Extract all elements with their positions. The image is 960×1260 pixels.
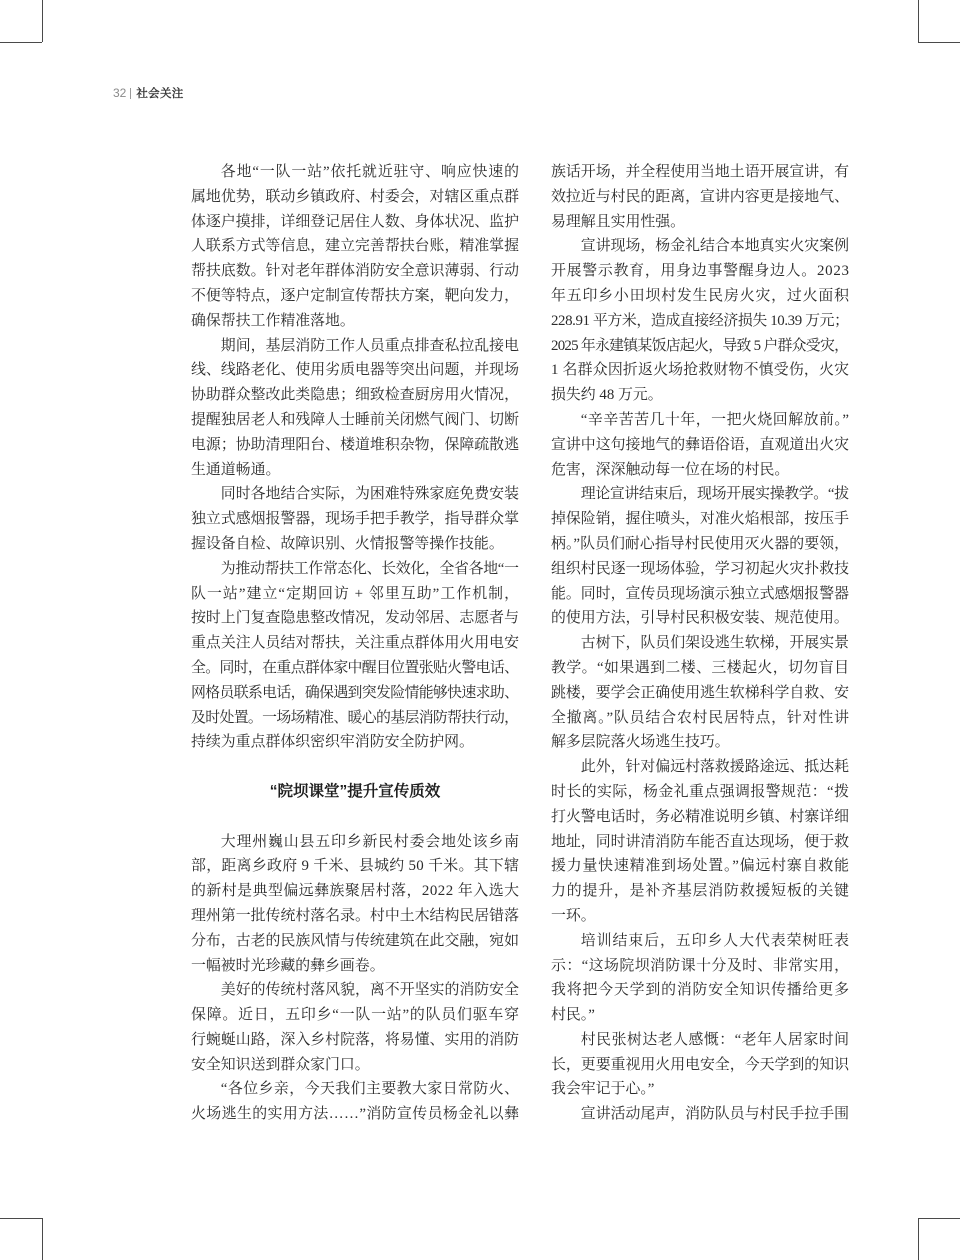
paragraph <box>551 631 849 755</box>
text-line <box>191 1003 519 1028</box>
text-line <box>551 929 849 954</box>
text-line <box>551 234 849 259</box>
line-text: 教学。“如果遇到二楼、三楼起火，切勿盲目 <box>551 659 850 676</box>
line-text: 1 名群众因折返火场抢救财物不慎受伤，火灾 <box>551 362 850 379</box>
crop-mark <box>918 42 960 43</box>
line-text: 效拉近与村民的距离，宣讲内容更是接地气、 <box>551 188 849 205</box>
line-text: 危害，深深触动每一位在场的村民。 <box>551 461 790 478</box>
line-text: 损失约 48 万元。 <box>551 387 663 404</box>
line-text: 宣讲现场，杨金礼结合本地真实火灾案例 <box>580 238 849 255</box>
paragraph <box>551 482 849 631</box>
text-line <box>551 358 849 383</box>
line-text: 生通道畅通。 <box>191 461 281 478</box>
line-text: 及时处置。一场场精准、暖心的基层消防帮扶行动， <box>191 709 519 726</box>
line-text: 培训结束后，五印乡人大代表荣树旺表 <box>580 932 850 949</box>
text-line <box>551 854 849 879</box>
paragraph <box>191 1077 519 1127</box>
paragraph <box>551 234 849 408</box>
paragraph <box>551 160 849 234</box>
line-text: 为推动帮扶工作常态化、长效化，全省各地“一 <box>220 560 519 577</box>
line-text: 理论宣讲结束后，现场开展实操教学。“拔 <box>580 486 849 503</box>
text-line <box>551 160 849 185</box>
text-line <box>191 904 519 929</box>
text-line <box>551 185 849 210</box>
line-text: 开展警示教育，用身边事警醒身边人。2023 <box>551 263 850 280</box>
text-line <box>551 1028 849 1053</box>
line-text: 掉保险销，握住喷头，对准火焰根部，按压手 <box>551 511 849 528</box>
line-text: 各地“一队一站”依托就近驻守、响应快速的 <box>220 164 520 180</box>
text-line <box>551 582 849 607</box>
article-body <box>551 160 849 1127</box>
text-line <box>551 1053 849 1078</box>
text-line <box>551 954 849 979</box>
text-line <box>191 284 519 309</box>
text-line <box>551 210 849 235</box>
line-text: 独立式感烟报警器，现场手把手教学，指导群众掌 <box>191 511 520 528</box>
text-line <box>551 681 849 706</box>
text-line <box>191 1102 519 1127</box>
text-line <box>191 830 519 855</box>
line-text: 协助群众整改此类隐患；细致检查厨房用火情况， <box>191 387 520 404</box>
text-line <box>191 433 519 458</box>
text-line <box>191 334 519 359</box>
text-line <box>191 185 519 210</box>
text-line <box>191 507 519 532</box>
line-text: 援力量快速精准到场处置。”偏远村寨自救能 <box>551 858 850 875</box>
text-line <box>191 532 519 557</box>
text-line <box>191 879 519 904</box>
line-text: 安全知识送到群众家门口。 <box>191 1056 370 1073</box>
text-line <box>551 334 849 359</box>
paragraph <box>191 557 519 755</box>
line-text: 宣讲中这句接地气的彝语俗语，直观道出火灾 <box>551 436 849 453</box>
line-text: “各位乡亲，今天我们主要教大家日常防火、 <box>220 1081 520 1098</box>
line-text: 同时各地结合实际，为困难特殊家庭免费安装 <box>220 486 520 503</box>
line-text: 此外，针对偏远村落救援路途远、抵达耗 <box>580 759 849 776</box>
text-line <box>191 160 519 185</box>
text-line <box>551 433 849 458</box>
line-text: 行蜿蜒山路，深入乡村院落，将易懂、实用的消防 <box>191 1031 520 1048</box>
paragraph <box>191 978 519 1077</box>
line-text: 年五印乡小田坝村发生民房火灾，过火面积 <box>551 287 850 304</box>
text-line <box>191 730 519 755</box>
crop-mark <box>918 1218 919 1260</box>
line-text: 我会牢记于心。” <box>551 1081 655 1098</box>
text-line <box>551 904 849 929</box>
text-line <box>551 309 849 334</box>
line-text: 网格员联系电话，确保遇到突发险情能够快速求助、 <box>191 684 519 701</box>
text-line <box>191 458 519 483</box>
line-text: 村民张树达老人感慨：“老年人居家时间 <box>580 1031 850 1048</box>
line-text: 一环。 <box>551 907 596 924</box>
text-line <box>551 830 849 855</box>
text-line <box>551 730 849 755</box>
line-text: 帮扶底数。针对老年群体消防安全意识薄弱、行动 <box>191 263 520 280</box>
text-line <box>551 1102 849 1127</box>
paragraph <box>191 830 519 979</box>
line-text: “辛辛苦苦几十年，一把火烧回解放前。” <box>580 411 850 428</box>
paragraph <box>191 160 519 334</box>
line-text: 长，更要重视用火用电安全，今天学到的知识 <box>551 1056 849 1073</box>
text-line <box>191 706 519 731</box>
section-name: 社会关注 <box>136 88 184 100</box>
text-line <box>191 383 519 408</box>
paragraph <box>551 755 849 929</box>
line-text: 的新村是典型偏远彝族聚居村落，2022 年入选大 <box>191 883 520 900</box>
text-line <box>551 284 849 309</box>
line-text: 确保帮扶工作精准落地。 <box>191 312 355 329</box>
text-line <box>191 606 519 631</box>
line-text: 期间，基层消防工作人员重点排查私拉乱接电 <box>220 337 520 354</box>
text-line <box>551 656 849 681</box>
line-text: 火场逃生的实用方法……”消防宣传员杨金礼以彝 <box>191 1106 520 1123</box>
line-text: 提醒独居老人和残障人士睡前关闭燃气阀门、切断 <box>191 411 520 428</box>
line-text: 古树下，队员们架设逃生软梯，开展实景 <box>580 635 849 652</box>
text-line <box>551 755 849 780</box>
text-line <box>551 706 849 731</box>
text-line <box>191 234 519 259</box>
line-text: 打火警电话时，务必精准说明乡镇、村寨详细 <box>551 808 849 825</box>
text-line <box>191 656 519 681</box>
paragraph <box>551 1102 849 1127</box>
line-text: 族话开场，并全程使用当地土语开展宣讲，有 <box>551 164 849 180</box>
text-line <box>191 929 519 954</box>
line-text: 2025 年永建镇某饭店起火，导致 5 户群众受灾， <box>551 337 849 354</box>
text-line <box>191 210 519 235</box>
text-line <box>191 482 519 507</box>
text-line <box>551 1077 849 1102</box>
line-text: 队一站”建立“定期回访 + 邻里互助”工作机制， <box>191 585 521 602</box>
text-line <box>191 259 519 284</box>
line-text: 电源；协助清理阳台、楼道堆积杂物，保障疏散逃 <box>191 436 520 453</box>
line-text: 分布，古老的民族风情与传统建筑在此交融，宛如 <box>191 932 520 949</box>
crop-mark <box>918 1218 960 1219</box>
text-line <box>191 978 519 1003</box>
text-line <box>191 954 519 979</box>
text-line <box>551 557 849 582</box>
paragraph <box>191 334 519 483</box>
article-body <box>191 160 519 755</box>
text-line <box>551 408 849 433</box>
paragraph <box>551 408 849 482</box>
text-line <box>191 1053 519 1078</box>
text-line <box>191 408 519 433</box>
line-text: 部，距离乡政府 9 千米、县城约 50 千米。其下辖 <box>191 858 520 875</box>
crop-mark <box>918 0 919 42</box>
line-text: 的使用方法，引导村民积极安装、规范使用。 <box>551 610 849 627</box>
text-line <box>191 309 519 334</box>
section-heading: “院坝课堂”提升宣传质效 <box>269 783 441 801</box>
right-column <box>551 160 849 1127</box>
line-text: 228.91 平方米，造成直接经济损失 10.39 万元； <box>551 312 849 329</box>
text-line <box>551 879 849 904</box>
line-text: 全撤离。”队员结合农村民居特点，针对性讲 <box>551 709 850 726</box>
text-line <box>551 978 849 1003</box>
line-text: 解多层院落火场逃生技巧。 <box>551 734 730 751</box>
line-text: 我将把今天学到的消防安全知识传播给更多 <box>551 982 850 999</box>
text-line <box>191 557 519 582</box>
paragraph <box>551 929 849 1028</box>
line-text: 线、线路老化、使用劣质电器等突出问题，并现场 <box>191 362 520 379</box>
text-line <box>191 631 519 656</box>
line-text: 跳楼，要学会正确使用逃生软梯科学自救、安 <box>551 684 849 701</box>
text-line <box>191 358 519 383</box>
text-line <box>551 532 849 557</box>
crop-mark <box>42 0 43 42</box>
text-line <box>551 780 849 805</box>
line-text: 美好的传统村落风貌，离不开坚实的消防安全 <box>220 982 520 999</box>
crop-mark <box>0 1218 42 1219</box>
header-divider <box>130 88 131 99</box>
line-text: 按时上门复查隐患整改情况，发动邻居、志愿者与 <box>191 610 520 627</box>
line-text: 保障。近日，五印乡“一队一站”的队员们驱车穿 <box>191 1007 520 1024</box>
text-line <box>551 1003 849 1028</box>
line-text: 易理解且实用性强。 <box>551 213 686 230</box>
text-line <box>191 582 519 607</box>
text-line <box>191 1077 519 1102</box>
line-text: 地址，同时讲清消防车能否直达现场，便于救 <box>551 833 849 850</box>
line-text: 持续为重点群体织密织牢消防安全防护网。 <box>191 734 474 751</box>
crop-mark <box>42 1218 43 1260</box>
text-line <box>551 606 849 631</box>
text-line <box>191 1028 519 1053</box>
line-text: 力的提升，是补齐基层消防救援短板的关键 <box>551 883 850 900</box>
line-text: 重点关注人员结对帮扶，关注重点群体用火用电安 <box>191 635 520 652</box>
text-line <box>191 681 519 706</box>
text-line <box>551 631 849 656</box>
running-header <box>113 85 184 101</box>
line-text: 全。同时，在重点群体家中醒目位置张贴火警电话、 <box>191 659 519 676</box>
line-text: 握设备自检、故障识别、火情报警等操作技能。 <box>191 535 504 552</box>
text-line <box>551 383 849 408</box>
line-text: 示：“这场院坝消防课十分及时、非常实用， <box>551 957 850 974</box>
line-text: 体逐户摸排，详细登记居住人数、身体状况、监护 <box>191 213 520 230</box>
page-number: 32 <box>113 86 127 100</box>
text-line <box>551 259 849 284</box>
line-text: 能。同时，宣传员现场演示独立式感烟报警器 <box>551 585 849 602</box>
text-line <box>551 482 849 507</box>
article-body <box>191 830 519 1128</box>
line-text: 属地优势，联动乡镇政府、村委会，对辖区重点群 <box>191 188 520 205</box>
paragraph <box>551 1028 849 1102</box>
line-text: 一幅被时光珍藏的彝乡画卷。 <box>191 957 385 974</box>
text-line <box>191 854 519 879</box>
line-text: 理州第一批传统村落名录。村中土木结构民居错落 <box>191 907 520 924</box>
paragraph <box>191 482 519 556</box>
line-text: 大理州巍山县五印乡新民村委会地处该乡南 <box>220 833 520 850</box>
line-text: 柄。”队员们耐心指导村民使用灭火器的要领， <box>551 535 850 552</box>
text-line <box>551 458 849 483</box>
line-text: 组织村民逐一现场体验，学习初起火灾扑救技 <box>551 560 849 577</box>
line-text: 人联系方式等信息，建立完善帮扶台账，精准掌握 <box>191 238 520 255</box>
left-column <box>191 160 519 1127</box>
crop-mark <box>0 42 42 43</box>
text-line <box>551 805 849 830</box>
line-text: 村民。” <box>551 1007 595 1024</box>
line-text: 宣讲活动尾声，消防队员与村民手拉手围 <box>580 1106 849 1123</box>
line-text: 时长的实际，杨金礼重点强调报警规范：“拨 <box>551 783 850 800</box>
text-line <box>551 507 849 532</box>
line-text: 不便等特点，逐户定制宣传帮扶方案，靶向发力， <box>191 287 520 304</box>
